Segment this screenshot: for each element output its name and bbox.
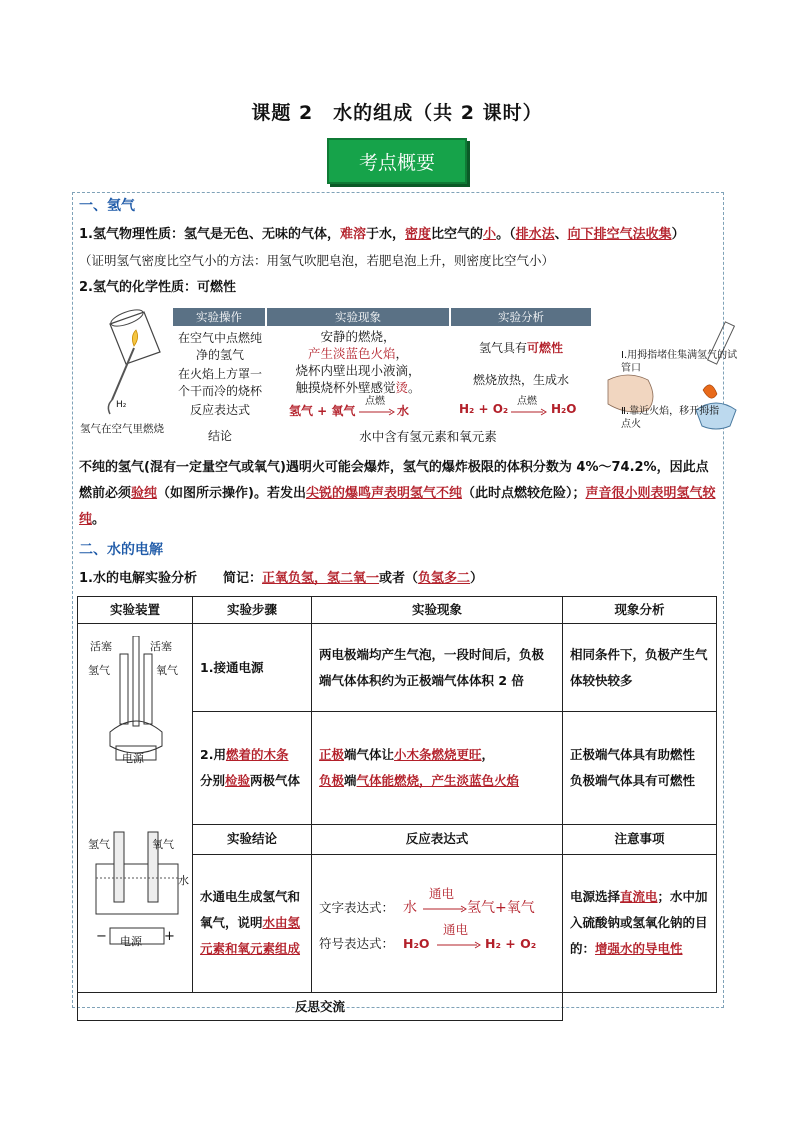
- left-illustration-caption: 氢气在空气里燃烧: [80, 423, 164, 435]
- exp-conclusion: 水中含有氢元素和氧元素: [359, 429, 497, 444]
- exp-op-1: 在空气中点燃纯净的氢气: [177, 331, 262, 362]
- apparatus-cell: [78, 624, 193, 993]
- sym-eq-label: 符号表达式：: [319, 936, 395, 952]
- hydrogen-label: H₂: [116, 400, 127, 410]
- sym-eq-right: H₂ + O₂: [485, 936, 537, 952]
- dev1-oxygen: 氧气: [156, 664, 178, 677]
- section-heading-electrolysis: 二、水的电解: [79, 542, 163, 558]
- exp-header-phenomenon: 实验现象: [267, 308, 449, 326]
- paragraph-purity-test: 不纯的氢气(混有一定量空气或氧气)遇明火可能会爆炸，氢气的爆炸极限的体积分数为 4%～74.2%，因此点燃前必须验纯（如图所示操作)。若发出尖锐的爆鸣声表明氢气不纯（此时点燃较危险）；声音很小则表明氢气较纯。: [79, 460, 716, 527]
- dev1-stopcock-left: 活塞: [90, 640, 112, 653]
- symbol-equation: H₂ + O₂ 点燃 H₂O: [459, 396, 577, 416]
- dev2-hydrogen: 氢气: [88, 838, 110, 851]
- sym-eq-left: H₂O: [403, 936, 430, 952]
- th-steps: 实验步骤: [193, 597, 312, 624]
- exp-analysis-1: 氢气具有可燃性: [478, 341, 564, 355]
- dev1-hydrogen: 氢气: [88, 664, 110, 677]
- dev1-power: 电源: [122, 752, 144, 765]
- step-2: 2.用燃着的木条 分别检验两极气体: [193, 712, 312, 825]
- hydrogen-burning-illustration: [82, 308, 172, 436]
- th-phenomenon: 实验现象: [312, 597, 563, 624]
- conclusion-cell: 水通电生成氢气和氧气，说明水由氢元素和氧元素组成: [193, 854, 312, 992]
- hydrogen-experiment-table: [173, 308, 591, 446]
- th-notes: 注意事项: [563, 825, 717, 854]
- paragraph-density-note: （证明氢气密度比空气小的方法：用氢气吹肥皂泡，若肥皂泡上升，则密度比空气小）: [79, 253, 555, 268]
- sym-eq-cond: 通电: [443, 922, 469, 938]
- paragraph-physical-properties: 1.氢气物理性质：氢气是无色、无味的气体，难溶于水，密度比空气的小。（排水法、向下排空气法收集）: [79, 227, 685, 242]
- exp-op-4: 结论: [207, 429, 232, 443]
- notes-cell: 电源选择直流电；水中加入硫酸钠或氢氧化钠的目的：增强水的导电性: [563, 854, 717, 992]
- section-heading-hydrogen: 一、氢气: [79, 198, 135, 214]
- table-reflect-row: [78, 993, 717, 1021]
- th-analysis: 现象分析: [563, 597, 717, 624]
- exp-header-operation: 实验操作: [173, 308, 265, 326]
- page-title: 课题 2 水的组成（共 2 课时）: [251, 102, 543, 124]
- phenomenon-1: 两电极端均产生气泡，一段时间后，负极端气体体积约为正极端气体体积 2 倍: [312, 624, 563, 712]
- exp-header-analysis: 实验分析: [451, 308, 591, 326]
- purity-note-1: Ⅰ.用拇指堵住集满氢气的试管口: [621, 350, 738, 374]
- exp-op-2: 在火焰上方罩一个干而冷的烧杯: [177, 367, 262, 398]
- phenomenon-2: 正极端气体让小木条燃烧更旺， 负极端气体能燃烧，产生淡蓝色火焰: [312, 712, 563, 825]
- exp-phenomenon-text: 安静的燃烧， 产生淡蓝色火焰， 烧杯内壁出现小液滴， 触摸烧杯外壁感觉烫。: [295, 329, 421, 395]
- word-eq-label: 文字表达式：: [319, 900, 395, 916]
- paragraph-chemical-properties: 2.氢气的化学性质：可燃性: [79, 280, 236, 295]
- paragraph-electrolysis-summary: 1.水的电解实验分析 简记：正氧负氢，氢二氧一或者（负氢多二）: [79, 571, 484, 586]
- analysis-1: 相同条件下，负极产生气体较快较多: [563, 624, 717, 712]
- dev2-minus: −: [96, 929, 107, 944]
- equation-cell: [312, 854, 563, 992]
- reflect-cell: 反思交流: [78, 993, 563, 1021]
- electrolysis-table: [77, 596, 717, 1021]
- word-eq-right: 氢气+氧气: [467, 900, 535, 917]
- exp-analysis-2: 燃烧放热，生成水: [472, 373, 569, 387]
- dev2-water: 水: [178, 874, 189, 887]
- section-banner: 考点概要: [327, 138, 467, 184]
- analysis-2: 正极端气体具有助燃性 负极端气体具有可燃性: [563, 712, 717, 825]
- dev2-plus: +: [164, 929, 175, 944]
- dev2-power: 电源: [120, 935, 142, 948]
- th-apparatus: 实验装置: [78, 597, 193, 624]
- th-equation: 反应表达式: [312, 825, 563, 854]
- word-eq-cond: 通电: [429, 886, 455, 902]
- exp-op-3: 反应表达式: [189, 403, 250, 417]
- dev1-stopcock-right: 活塞: [150, 640, 172, 653]
- purity-note-2: Ⅱ.靠近火焰，移开拇指点火: [621, 406, 720, 430]
- table-row: [78, 624, 717, 712]
- word-eq-left: 水: [403, 900, 417, 917]
- step-1: 1.接通电源: [193, 624, 312, 712]
- word-equation: 氢气 + 氧气 点燃 水: [289, 396, 410, 418]
- table-header-row: [78, 597, 717, 624]
- dev2-oxygen: 氧气: [152, 838, 174, 851]
- th-conclusion: 实验结论: [193, 825, 312, 854]
